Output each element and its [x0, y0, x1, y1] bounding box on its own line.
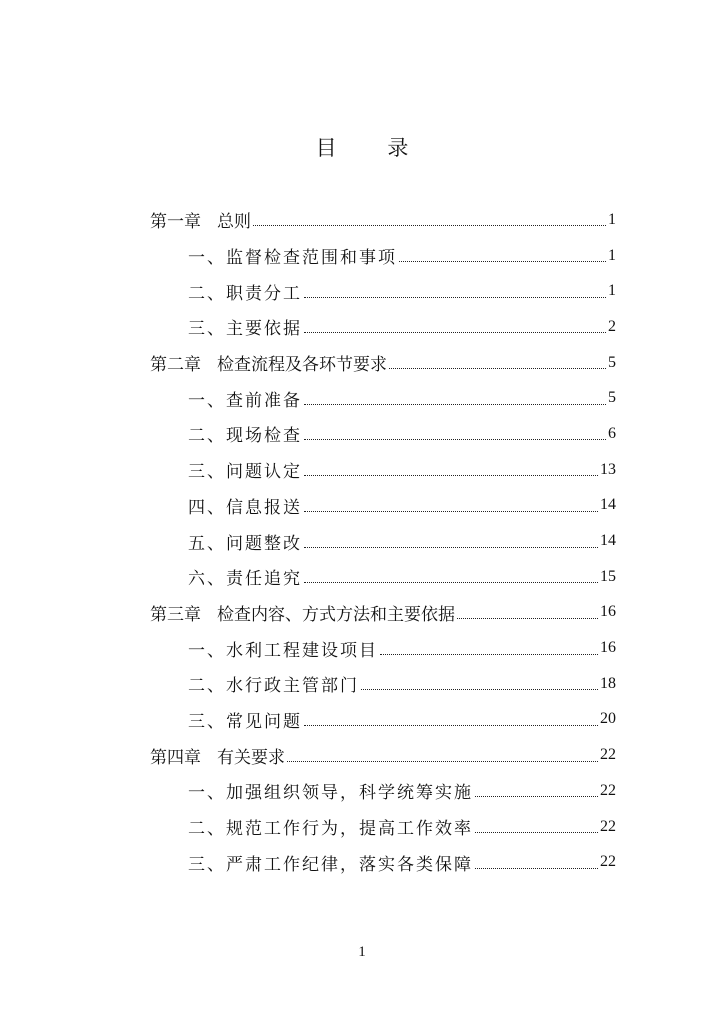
- entry-title: 查前准备: [226, 390, 302, 411]
- entry-title: 职责分工: [226, 283, 302, 304]
- entry-title: 检查内容、方式方法和主要依据: [217, 604, 455, 625]
- entry-page-number: 22: [600, 853, 616, 871]
- entry-page-number: 5: [608, 389, 616, 407]
- table-of-contents: [150, 202, 616, 880]
- dot-leader: [361, 689, 598, 690]
- toc-section-entry[interactable]: [150, 452, 616, 488]
- entry-title: 水利工程建设项目: [226, 640, 378, 661]
- toc-section-entry[interactable]: [150, 380, 616, 416]
- toc-section-entry[interactable]: [150, 666, 616, 702]
- dot-leader: [304, 582, 598, 583]
- toc-title: 目 录: [315, 136, 431, 160]
- entry-number: 二、: [188, 426, 226, 447]
- dot-leader: [380, 654, 598, 655]
- entry-page-number: 2: [608, 317, 616, 335]
- entry-title: 规范工作行为，提高工作效率: [226, 819, 473, 840]
- entry-number: 一、: [188, 783, 226, 804]
- toc-section-entry[interactable]: [150, 702, 616, 738]
- toc-chapter-entry[interactable]: [150, 345, 616, 381]
- entry-title: 严肃工作纪律，落实各类保障: [226, 854, 473, 875]
- toc-section-entry[interactable]: [150, 523, 616, 559]
- entry-number: 三、: [188, 319, 226, 340]
- dot-leader: [253, 225, 606, 226]
- dot-leader: [475, 868, 598, 869]
- entry-page-number: 22: [600, 746, 616, 764]
- entry-page-number: 20: [600, 710, 616, 728]
- dot-leader: [457, 618, 598, 619]
- dot-leader: [399, 261, 606, 262]
- toc-section-entry[interactable]: [150, 773, 616, 809]
- toc-section-entry[interactable]: [150, 273, 616, 309]
- entry-page-number: 1: [608, 210, 616, 228]
- dot-leader: [304, 725, 598, 726]
- entry-page-number: 16: [600, 639, 616, 657]
- entry-number: 第三章: [150, 604, 201, 625]
- entry-page-number: 16: [600, 603, 616, 621]
- entry-title: 常见问题: [226, 711, 302, 732]
- entry-number: 三、: [188, 462, 226, 483]
- entry-title: 信息报送: [226, 497, 302, 518]
- toc-section-entry[interactable]: [150, 309, 616, 345]
- dot-leader: [304, 475, 598, 476]
- entry-number: 第二章: [150, 355, 201, 376]
- entry-number: 二、: [188, 283, 226, 304]
- dot-leader: [304, 511, 598, 512]
- entry-number: 二、: [188, 676, 226, 697]
- entry-page-number: 14: [600, 496, 616, 514]
- entry-page-number: 14: [600, 532, 616, 550]
- entry-title: 问题认定: [226, 462, 302, 483]
- entry-title: 水行政主管部门: [226, 676, 359, 697]
- entry-title: 加强组织领导，科学统筹实施: [226, 783, 473, 804]
- entry-title: 检查流程及各环节要求: [217, 355, 387, 376]
- entry-page-number: 1: [608, 282, 616, 300]
- entry-number: 三、: [188, 854, 226, 875]
- dot-leader: [304, 547, 598, 548]
- entry-page-number: 18: [600, 674, 616, 692]
- entry-number: 二、: [188, 819, 226, 840]
- dot-leader: [389, 368, 606, 369]
- entry-number: 五、: [188, 533, 226, 554]
- entry-number: 第四章: [150, 747, 201, 768]
- entry-page-number: 5: [608, 353, 616, 371]
- entry-number: 第一章: [150, 212, 201, 233]
- entry-number: 一、: [188, 248, 226, 269]
- toc-section-entry[interactable]: [150, 488, 616, 524]
- toc-section-entry[interactable]: [150, 559, 616, 595]
- dot-leader: [304, 439, 606, 440]
- entry-title: 问题整改: [226, 533, 302, 554]
- entry-title: 现场检查: [226, 426, 302, 447]
- dot-leader: [304, 297, 606, 298]
- entry-number: 一、: [188, 390, 226, 411]
- dot-leader: [304, 404, 606, 405]
- toc-chapter-entry[interactable]: [150, 595, 616, 631]
- dot-leader: [475, 796, 598, 797]
- entry-number: 一、: [188, 640, 226, 661]
- toc-section-entry[interactable]: [150, 416, 616, 452]
- entry-number: 六、: [188, 569, 226, 590]
- dot-leader: [287, 761, 598, 762]
- entry-page-number: 22: [600, 781, 616, 799]
- entry-title: 有关要求: [217, 747, 285, 768]
- page-number: 1: [358, 944, 366, 960]
- dot-leader: [304, 332, 606, 333]
- entry-number: 三、: [188, 711, 226, 732]
- toc-section-entry[interactable]: [150, 809, 616, 845]
- entry-page-number: 6: [608, 424, 616, 442]
- entry-page-number: 1: [608, 246, 616, 264]
- dot-leader: [475, 832, 598, 833]
- entry-number: 四、: [188, 497, 226, 518]
- entry-title: 总则: [217, 212, 251, 233]
- entry-page-number: 15: [600, 567, 616, 585]
- toc-chapter-entry[interactable]: [150, 737, 616, 773]
- entry-page-number: 22: [600, 817, 616, 835]
- toc-chapter-entry[interactable]: [150, 202, 616, 238]
- entry-page-number: 13: [600, 460, 616, 478]
- toc-section-entry[interactable]: [150, 844, 616, 880]
- entry-title: 责任追究: [226, 569, 302, 590]
- toc-section-entry[interactable]: [150, 238, 616, 274]
- entry-title: 主要依据: [226, 319, 302, 340]
- toc-section-entry[interactable]: [150, 630, 616, 666]
- entry-title: 监督检查范围和事项: [226, 248, 397, 269]
